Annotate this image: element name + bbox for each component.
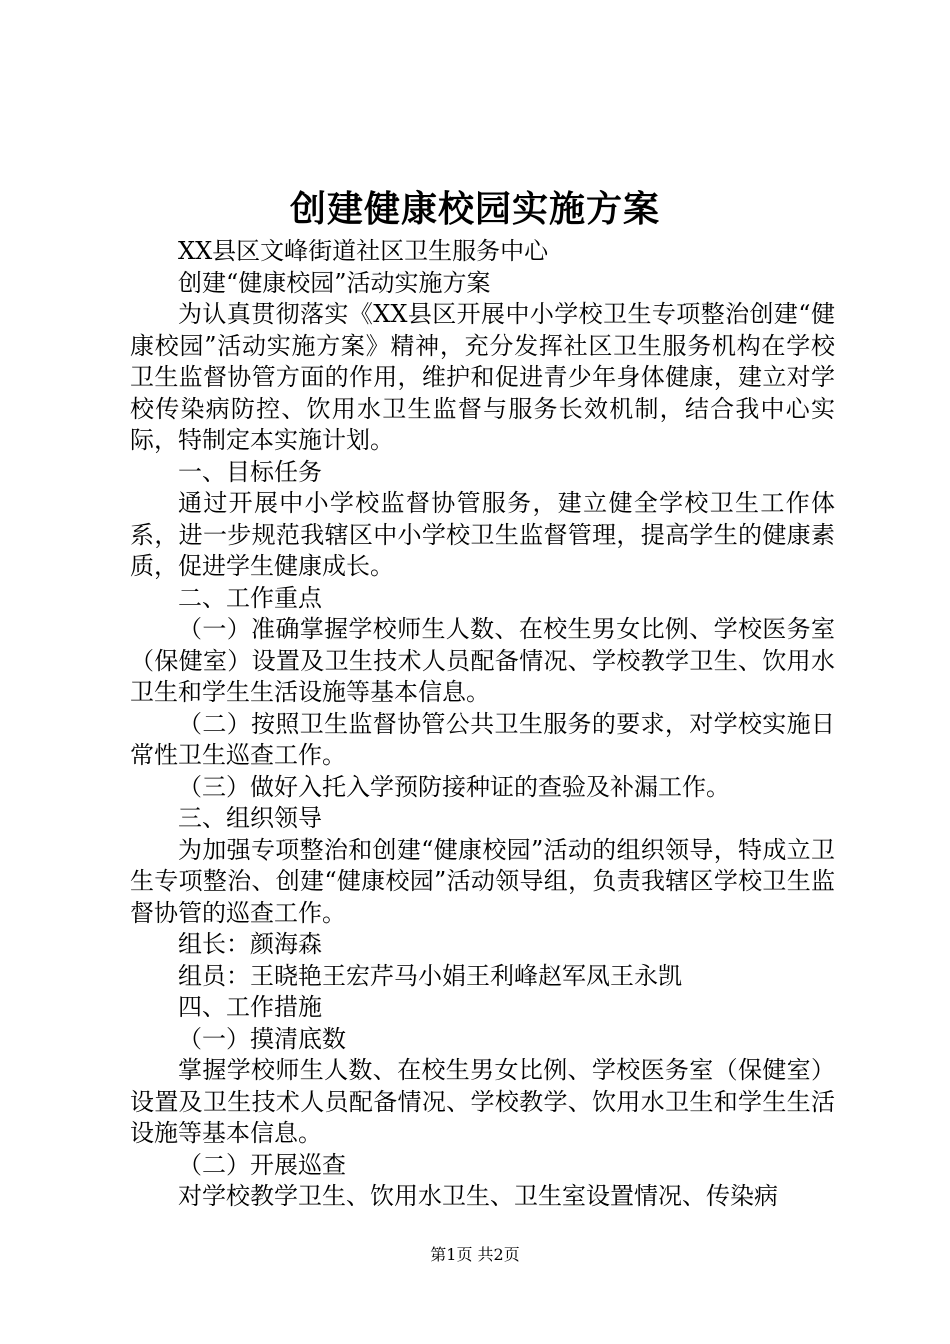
subheading-measure-1: （一）摸清底数: [178, 1024, 346, 1053]
paragraph-measure-1: 掌握学校师生人数、在校生男女比例、学校医务室（保健室）设置及卫生技术人员配备情况、学校教学、饮用水卫生和学生生活设施等基本信息。: [130, 1056, 835, 1147]
paragraph-group-members: 组员：王晓艳王宏芹马小娟王利峰赵军凤王永凯: [178, 961, 682, 990]
paragraph-plan-name: 创建“健康校园”活动实施方案: [178, 268, 491, 297]
document-body: [130, 236, 835, 1213]
paragraph-key-point-2: （二）按照卫生监督协管公共卫生服务的要求，对学校实施日常性卫生巡查工作。: [130, 709, 835, 769]
paragraph-group-leader: 组长：颜海森: [178, 930, 322, 958]
heading-goals: 一、目标任务: [178, 457, 322, 486]
paragraph-goals: 通过开展中小学校监督协管服务，建立健全学校卫生工作体系，进一步规范我辖区中小学校卫生监督管理，提高学生的健康素质，促进学生健康成长。: [130, 489, 835, 580]
heading-measures: 四、工作措施: [178, 993, 322, 1021]
subheading-measure-2: （二）开展巡查: [178, 1150, 346, 1179]
heading-key-points: 二、工作重点: [178, 583, 322, 612]
paragraph-org-name: XX县区文峰街道社区卫生服务中心: [178, 237, 549, 265]
paragraph-measure-2: 对学校教学卫生、饮用水卫生、卫生室设置情况、传染病: [178, 1182, 778, 1210]
paragraph-key-point-3: （三）做好入托入学预防接种证的查验及补漏工作。: [178, 772, 730, 801]
heading-leadership: 三、组织领导: [178, 804, 322, 832]
page-footer: 第1页 共2页: [430, 1245, 520, 1264]
paragraph-intro: 为认真贯彻落实《XX县区开展中小学校卫生专项整治创建“健康校园”活动实施方案》精神，充分发挥社区卫生服务机构在学校卫生监督协管方面的作用，维护和促进青少年身体健康，建立对学校传染病防控、饮用水卫生监督与服务长效机制，结合我中心实际，特制定本实施计划。: [130, 300, 835, 454]
paragraph-key-point-1: （一）准确掌握学校师生人数、在校生男女比例、学校医务室（保健室）设置及卫生技术人员配备情况、学校教学卫生、饮用水卫生和学生生活设施等基本信息。: [130, 615, 835, 706]
paragraph-leadership: 为加强专项整治和创建“健康校园”活动的组织领导，特成立卫生专项整治、创建“健康校园”活动领导组，负责我辖区学校卫生监督协管的巡查工作。: [130, 835, 835, 927]
document-title: 创建健康校园实施方案: [289, 188, 660, 230]
